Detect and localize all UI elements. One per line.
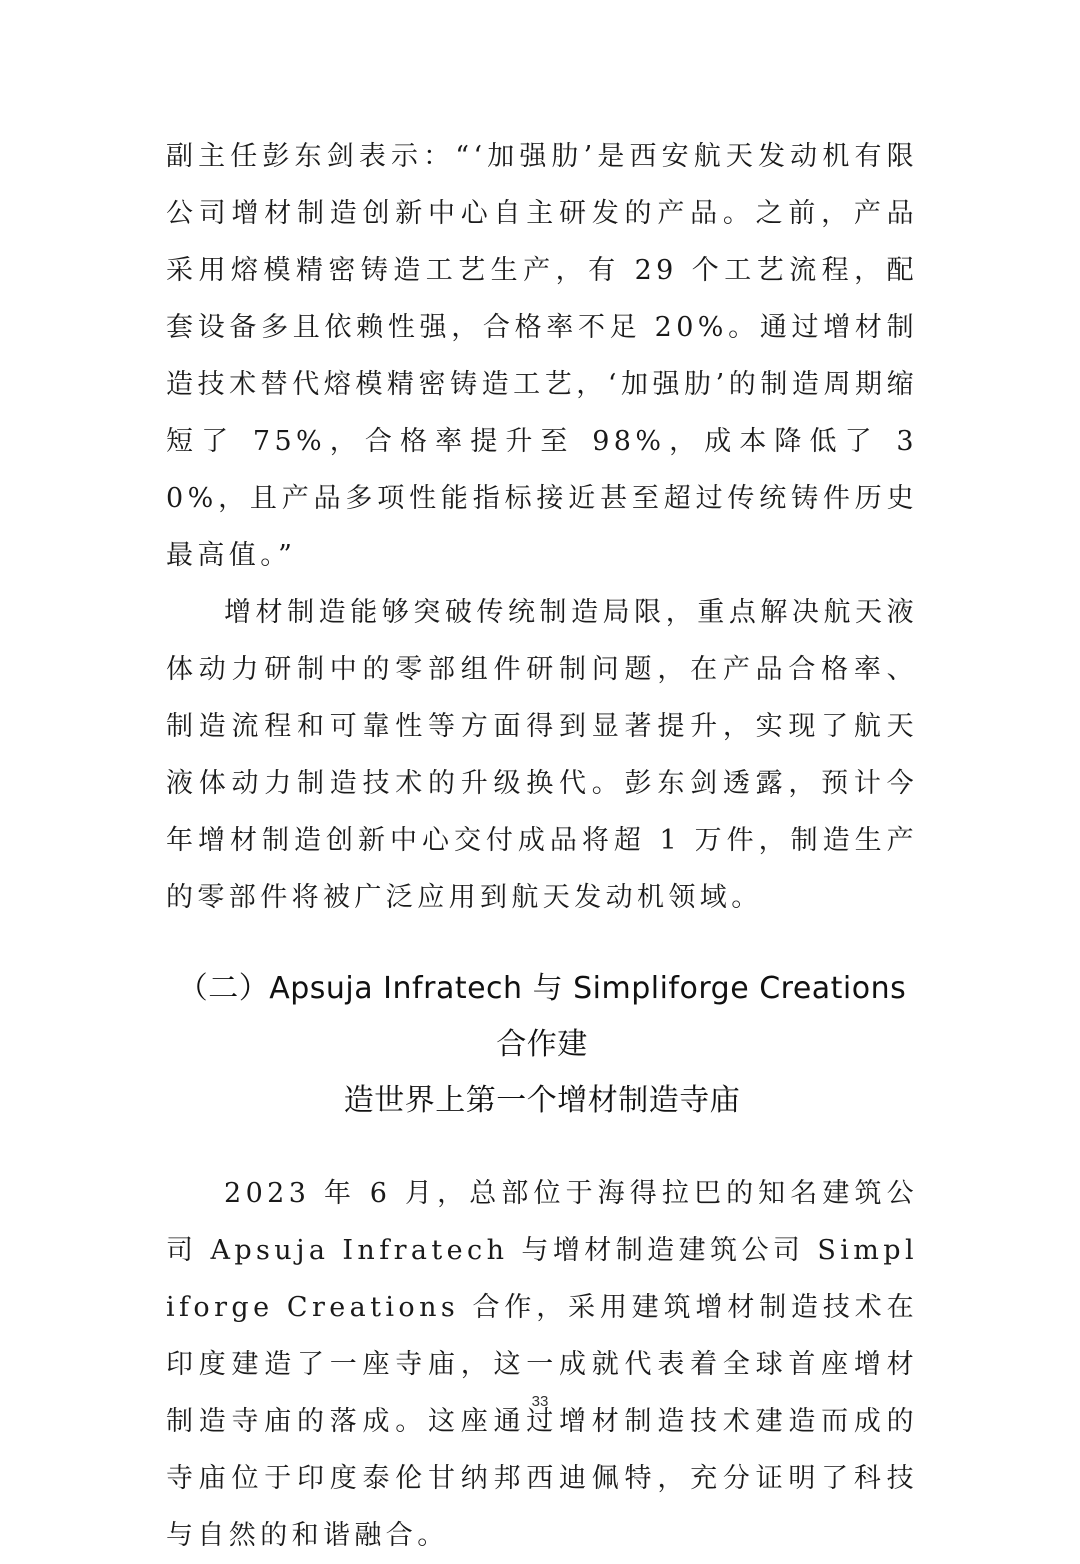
section-heading-line-1: （二）Apsuja Infratech 与 Simpliforge Creations 合作建 [177,971,907,1062]
section-heading-line-2: 造世界上第一个增材制造寺庙 [343,1083,741,1118]
paragraph-additive-manufacturing: 增材制造能够突破传统制造局限，重点解决航天液体动力研制中的零部组件研制问题，在产品合格率、制造流程和可靠性等方面得到显著提升，实现了航天液体动力制造技术的升级换代。彭东剑透露，预计今年增材制造创新中心交付成品将超 1 万件，制造生产的零部件将被广泛应用到航天发动机领域。 [166,597,918,913]
page-number: 33 [531,1393,549,1410]
page-content [166,128,918,1564]
section-heading [166,961,918,1129]
paragraph-temple: 2023 年 6 月，总部位于海得拉巴的知名建筑公司 Apsuja Infratech 与增材制造建筑公司 Simpliforge Creations 合作，采用建筑增材制造技术在印度建造了一座寺庙，这一成就代表着全球首座增材制造寺庙的落成。这座通过增材制造技术建造而成的寺庙位于印度泰伦甘纳邦西迪佩特，充分证明了科技与自然的和谐融合。 [166,1178,918,1551]
paragraph-quote: 副主任彭东剑表示：“‘加强肋’是西安航天发动机有限公司增材制造创新中心自主研发的产品。之前，产品采用熔模精密铸造工艺生产，有 29 个工艺流程，配套设备多且依赖性强，合格率不足 20%。通过增材制造技术替代熔模精密铸造工艺，‘加强肋’的制造周期缩短了 75%，合格率提升至 98%，成本降低了 30%，且产品多项性能指标接近甚至超过传统铸件历史最高值。” [166,141,918,571]
